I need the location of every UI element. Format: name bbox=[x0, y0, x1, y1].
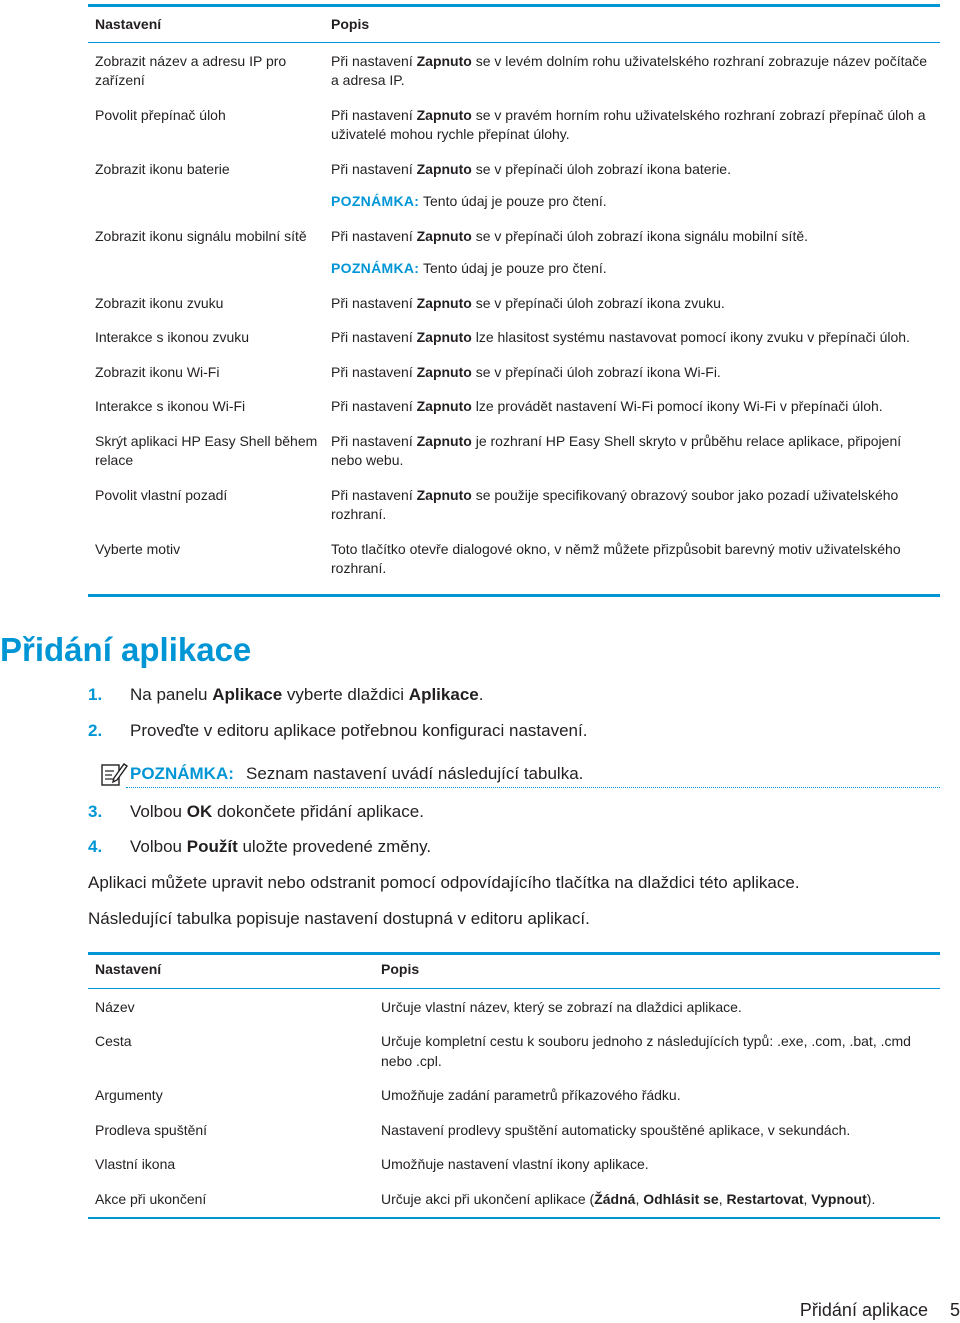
setting-name: Zobrazit ikonu baterie bbox=[95, 160, 230, 177]
setting-name: Vlastní ikona bbox=[95, 1156, 176, 1172]
step-number: 4. bbox=[88, 837, 103, 856]
setting-name: Povolit přepínač úloh bbox=[95, 106, 226, 123]
setting-description: Při nastavení Zapnuto je rozhraní HP Easy Shell skryto v průběhu relace aplikace, připojení nebo webu. bbox=[331, 432, 902, 468]
setting-description: Umožňuje zadání parametrů příkazového řádku. bbox=[381, 1087, 681, 1103]
header-setting: Nastavení bbox=[95, 16, 162, 32]
setting-description: Při nastavení Zapnuto lze provádět nastavení Wi-Fi pomocí ikony Wi-Fi v přepínači úloh. bbox=[331, 398, 883, 414]
setting-description: Nastavení prodlevy spuštění automaticky spouštěné aplikace, v sekundách. bbox=[381, 1121, 851, 1138]
setting-description: Určuje vlastní název, který se zobrazí na dlaždici aplikace. bbox=[381, 998, 742, 1015]
step-item bbox=[88, 720, 587, 742]
table-row bbox=[88, 397, 940, 417]
step-number: 1. bbox=[88, 685, 103, 704]
page-footer bbox=[800, 1298, 960, 1322]
table-row bbox=[88, 160, 940, 212]
step-text: Proveďte v editoru aplikace potřebnou konfiguraci nastavení. bbox=[130, 721, 588, 740]
setting-name: Zobrazit ikonu Wi-Fi bbox=[95, 363, 220, 380]
step-text: Volbou Použít uložte provedené změny. bbox=[130, 837, 432, 856]
setting-name: Interakce s ikonou zvuku bbox=[95, 329, 250, 345]
setting-description: Při nastavení Zapnuto se v přepínači úloh zobrazí ikona baterie. POZNÁMKA: Tento údaj je pouze pro čtení. bbox=[331, 160, 940, 212]
table-row bbox=[88, 227, 940, 279]
table-row bbox=[88, 106, 940, 145]
setting-name: Akce při ukončení bbox=[95, 1190, 207, 1207]
table-header-rule bbox=[88, 988, 940, 989]
step-item bbox=[88, 836, 431, 858]
setting-name: Název bbox=[95, 998, 135, 1015]
paragraph: Aplikaci můžete upravit nebo odstranit pomocí odpovídajícího tlačítka na dlaždici této aplikace. bbox=[88, 873, 800, 892]
header-setting: Nastavení bbox=[95, 961, 162, 977]
setting-name: Prodleva spuštění bbox=[95, 1121, 208, 1138]
step-number: 3. bbox=[88, 802, 103, 821]
note-label: POZNÁMKA: bbox=[331, 260, 420, 276]
step-number: 2. bbox=[88, 721, 103, 740]
table-header-rule bbox=[88, 42, 940, 43]
table-top-rule bbox=[88, 952, 940, 955]
note-label: POZNÁMKA: bbox=[331, 193, 420, 209]
table-row bbox=[88, 1086, 940, 1106]
table-row bbox=[88, 363, 940, 383]
step-text: Na panelu Aplikace vyberte dlaždici Aplikace. bbox=[130, 685, 484, 704]
paragraph: Následující tabulka popisuje nastavení dostupná v editoru aplikací. bbox=[88, 909, 590, 928]
header-description: Popis bbox=[381, 961, 420, 977]
setting-name: Zobrazit název a adresu IP pro zařízení bbox=[95, 52, 287, 88]
step-item bbox=[88, 801, 424, 823]
note bbox=[331, 259, 932, 279]
table-row bbox=[88, 998, 940, 1018]
table-header-row bbox=[88, 960, 940, 980]
header-description: Popis bbox=[331, 16, 370, 32]
setting-description: Při nastavení Zapnuto se v přepínači úloh zobrazí ikona Wi-Fi. bbox=[331, 363, 721, 380]
setting-description: Toto tlačítko otevře dialogové okno, v němž můžete přizpůsobit barevný motiv uživatelského rozhraní. bbox=[331, 540, 901, 576]
step-note bbox=[88, 760, 940, 790]
page-number: 5 bbox=[949, 1300, 960, 1320]
table-row bbox=[88, 1032, 940, 1071]
table-row bbox=[88, 294, 940, 314]
setting-name: Skrýt aplikaci HP Easy Shell během relace bbox=[95, 432, 318, 468]
setting-description: Určuje akci při ukončení aplikace (Žádná, Odhlásit se, Restartovat, Vypnout). bbox=[381, 1190, 876, 1207]
step-item bbox=[88, 684, 483, 706]
table-row bbox=[88, 432, 940, 471]
settings-table-2 bbox=[88, 952, 940, 1219]
table-row bbox=[88, 52, 940, 91]
table-row bbox=[88, 1121, 940, 1141]
setting-description: Určuje kompletní cestu k souboru jednoho z následujících typů: .exe, .com, .bat, .cmd nebo .cpl. bbox=[381, 1033, 911, 1069]
note bbox=[331, 192, 932, 212]
table-top-rule bbox=[88, 4, 940, 7]
table-row bbox=[88, 328, 940, 348]
setting-description: Při nastavení Zapnuto se použije specifikovaný obrazový soubor jako pozadí uživatelského rozhraní. bbox=[331, 486, 899, 522]
setting-name: Interakce s ikonou Wi-Fi bbox=[95, 398, 246, 414]
table-row bbox=[88, 1155, 940, 1175]
note-text: Tento údaj je pouze pro čtení. bbox=[423, 193, 607, 209]
setting-name: Argumenty bbox=[95, 1087, 163, 1103]
note-pencil-icon bbox=[100, 760, 128, 788]
table-row bbox=[88, 540, 940, 579]
setting-description: Při nastavení Zapnuto se v levém dolním rohu uživatelského rozhraní zobrazuje název počítače a adresa IP. bbox=[331, 52, 928, 88]
settings-table-1 bbox=[88, 4, 940, 597]
note-divider bbox=[126, 787, 940, 788]
setting-description: Umožňuje nastavení vlastní ikony aplikace. bbox=[381, 1156, 649, 1172]
note-label: POZNÁMKA: bbox=[130, 764, 234, 783]
table-row bbox=[88, 486, 940, 525]
setting-description: Při nastavení Zapnuto se v pravém horním rohu uživatelského rozhraní zobrazí přepínač úloh a uživatelé mohou rychle přepínat úlohy. bbox=[331, 106, 926, 142]
setting-description: Při nastavení Zapnuto se v přepínači úloh zobrazí ikona zvuku. bbox=[331, 294, 725, 311]
setting-name: Povolit vlastní pozadí bbox=[95, 486, 228, 503]
table-header-row bbox=[88, 15, 940, 35]
section-title: Přidání aplikace bbox=[0, 631, 252, 668]
setting-name: Zobrazit ikonu signálu mobilní sítě bbox=[95, 227, 307, 244]
setting-description: Při nastavení Zapnuto lze hlasitost systému nastavovat pomocí ikony zvuku v přepínači úloh. bbox=[331, 329, 910, 345]
note-text: Seznam nastavení uvádí následující tabulka. bbox=[246, 764, 584, 783]
setting-description: Při nastavení Zapnuto se v přepínači úloh zobrazí ikona signálu mobilní sítě. POZNÁMKA: Tento údaj je pouze pro čtení. bbox=[331, 227, 940, 279]
table-bottom-rule bbox=[88, 594, 940, 597]
setting-name: Zobrazit ikonu zvuku bbox=[95, 294, 224, 311]
table-row bbox=[88, 1190, 940, 1210]
note-text: Tento údaj je pouze pro čtení. bbox=[423, 260, 607, 276]
setting-name: Cesta bbox=[95, 1033, 132, 1049]
table-bottom-rule bbox=[88, 1217, 940, 1219]
step-text: Volbou OK dokončete přidání aplikace. bbox=[130, 802, 424, 821]
footer-section-title: Přidání aplikace bbox=[799, 1300, 928, 1320]
setting-name: Vyberte motiv bbox=[95, 540, 181, 557]
